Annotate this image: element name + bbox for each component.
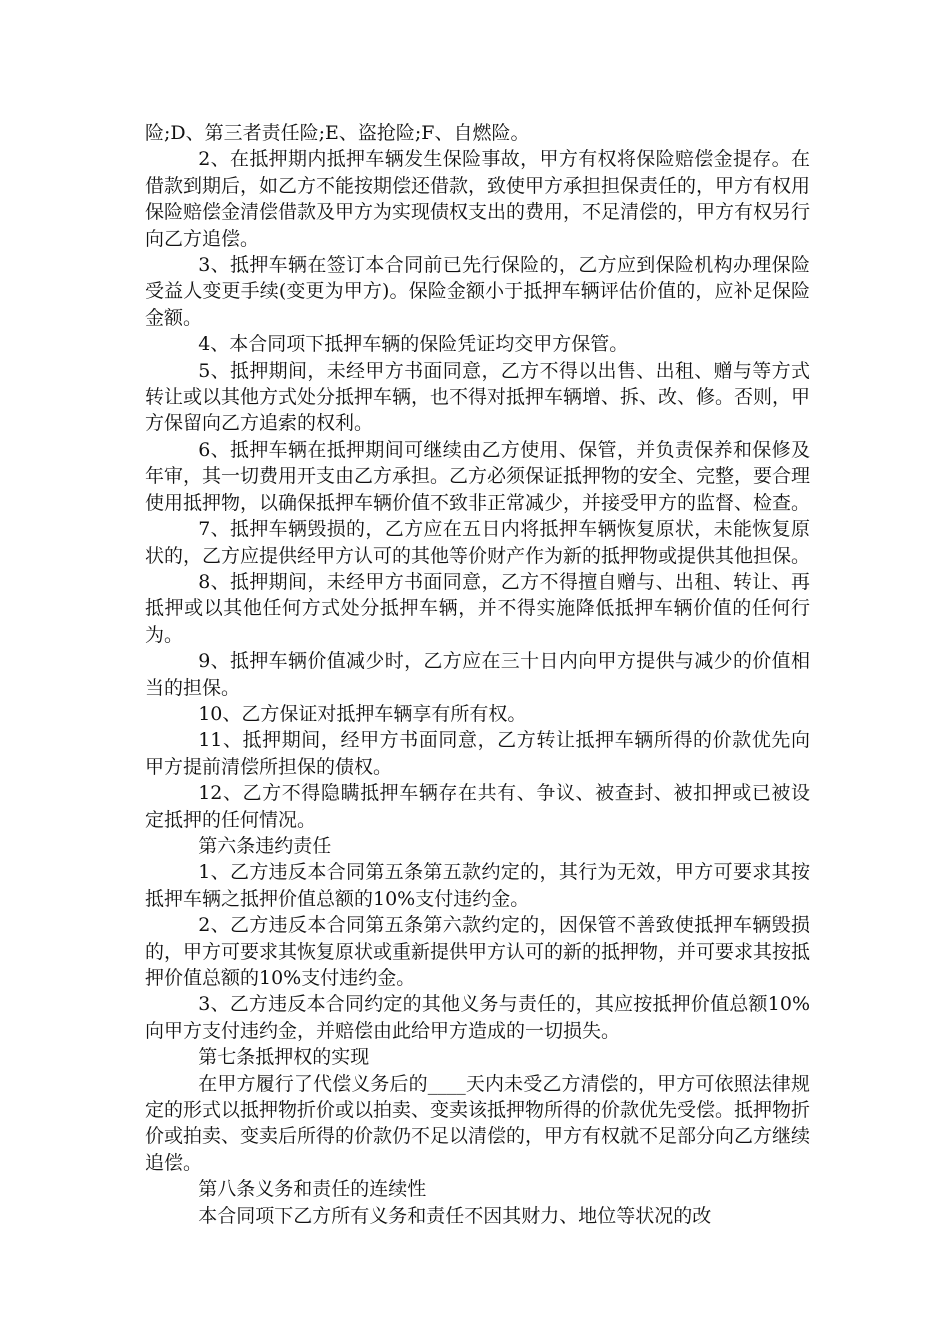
paragraph: 10、乙方保证对抵押车辆享有所有权。 xyxy=(198,702,527,725)
paragraph: 4、本合同项下抵押车辆的保险凭证均交甲方保管。 xyxy=(198,333,629,356)
paragraph: 本合同项下乙方所有义务和责任不因其财力、地位等状况的改 xyxy=(198,1204,712,1227)
paragraph-continuation: 险;D、第三者责任险;E、盗抢险;F、自燃险。 xyxy=(145,122,530,144)
paragraph: 在甲方履行了代偿义务后的____天内未受乙方清偿的，甲方可依照法律规定的形式以抵押物折价或以拍卖、变卖该抵押物所得的价款优先受偿。抵押物折价或拍卖、变卖后所得的价款仍不足以清偿的，甲方有权就不足部分向乙方继续追偿。 xyxy=(145,1072,811,1174)
paragraph: 12、乙方不得隐瞒抵押车辆存在共有、争议、被查封、被扣押或已被设定抵押的任何情况。 xyxy=(145,782,810,831)
paragraph: 8、抵押期间，未经甲方书面同意，乙方不得擅自赠与、出租、转让、再抵押或以其他任何方式处分抵押车辆，并不得实施降低抵押车辆价值的任何行为。 xyxy=(145,570,810,646)
document-body xyxy=(145,120,810,1229)
paragraph: 11、抵押期间，经甲方书面同意，乙方转让抵押车辆所得的价款优先向甲方提前清偿所担保的债权。 xyxy=(145,729,810,778)
paragraph: 2、乙方违反本合同第五条第六款约定的，因保管不善致使抵押车辆毁损的，甲方可要求其恢复原状或重新提供甲方认可的新的抵押物，并可要求其按抵押价值总额的10%支付违约金。 xyxy=(145,914,811,989)
paragraph: 3、乙方违反本合同约定的其他义务与责任的，其应按抵押价值总额10%向甲方支付违约金，并赔偿由此给甲方造成的一切损失。 xyxy=(145,993,810,1042)
paragraph: 7、抵押车辆毁损的，乙方应在五日内将抵押车辆恢复原状，未能恢复原状的，乙方应提供经甲方认可的其他等价财产作为新的抵押物或提供其他担保。 xyxy=(145,518,811,567)
section-heading: 第八条义务和责任的连续性 xyxy=(198,1178,427,1201)
paragraph: 9、抵押车辆价值减少时，乙方应在三十日内向甲方提供与减少的价值相当的担保。 xyxy=(145,650,810,699)
paragraph: 5、抵押期间，未经甲方书面同意，乙方不得以出售、出租、赠与等方式转让或以其他方式处分抵押车辆，也不得对抵押车辆增、拆、改、修。否则，甲方保留向乙方追索的权利。 xyxy=(145,359,811,435)
paragraph: 1、乙方违反本合同第五条第五款约定的，其行为无效，甲方可要求其按抵押车辆之抵押价值总额的10%支付违约金。 xyxy=(145,861,810,910)
section-heading: 第七条抵押权的实现 xyxy=(198,1046,370,1069)
paragraph: 6、抵押车辆在抵押期间可继续由乙方使用、保管，并负责保养和保修及年审，其一切费用开支由乙方承担。乙方必须保证抵押物的安全、完整，要合理使用抵押物，以确保抵押车辆价值不致非正常减少，并接受甲方的监督、检查。 xyxy=(145,438,811,514)
paragraph: 2、在抵押期内抵押车辆发生保险事故，甲方有权将保险赔偿金提存。在借款到期后，如乙方不能按期偿还借款，致使甲方承担担保责任的，甲方有权用保险赔偿金清偿借款及甲方为实现债权支出的费用，不足清偿的，甲方有权另行向乙方追偿。 xyxy=(145,148,811,250)
section-heading: 第六条违约责任 xyxy=(198,834,332,857)
paragraph: 3、抵押车辆在签订本合同前已先行保险的，乙方应到保险机构办理保险受益人变更手续(变更为甲方)。保险金额小于抵押车辆评估价值的，应补足保险金额。 xyxy=(145,254,810,329)
